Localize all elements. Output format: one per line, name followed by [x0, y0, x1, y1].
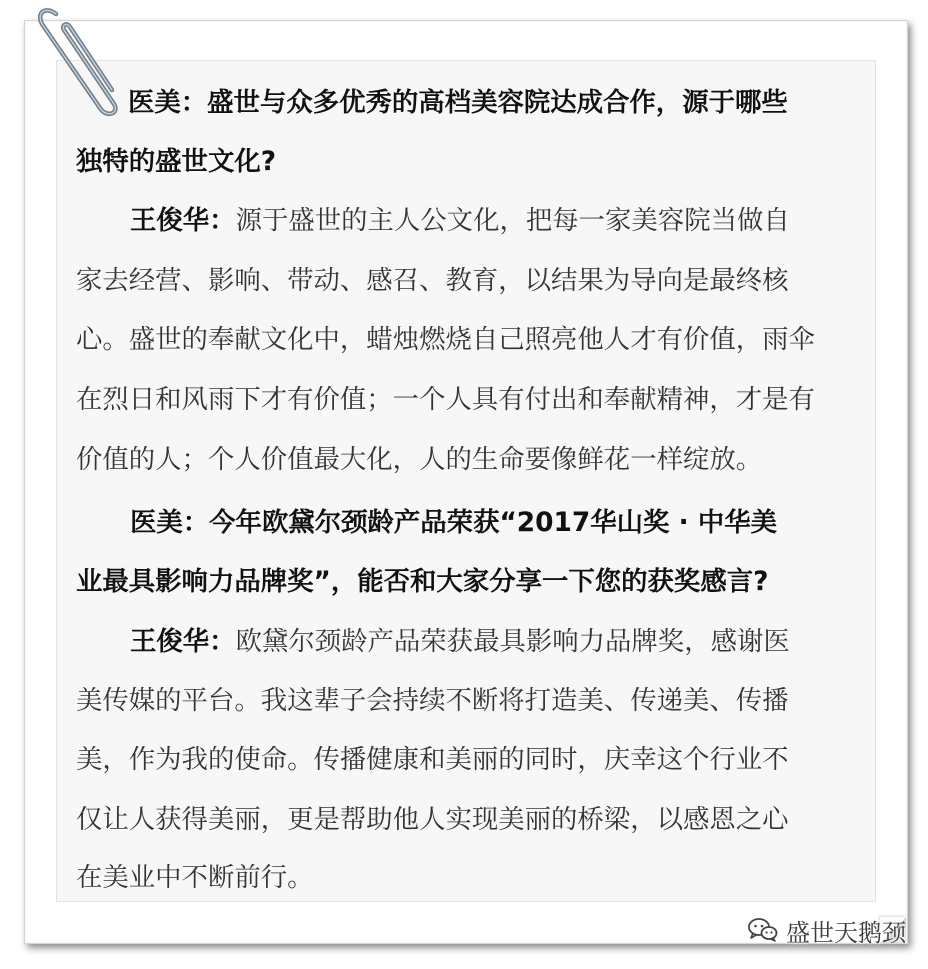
answer-1-line-2: 家去经营、影响、带动、感召、教育，以结果为导向是最终核: [76, 265, 789, 296]
question-1-line-2: 独特的盛世文化?: [76, 146, 277, 177]
answer-1-speaker: 王俊华：: [130, 205, 236, 236]
question-2-line-2: 业最具影响力品牌奖”，能否和大家分享一下您的获奖感言?: [76, 566, 769, 597]
wechat-icon: [748, 917, 778, 943]
answer-1-line-5: 价值的人；个人价值最大化，人的生命要像鲜花一样绽放。: [76, 444, 763, 475]
paperclip-outer-wire: [40, 10, 115, 113]
question-1-line-1: 医美：盛世与众多优秀的高档美容院达成合作，源于哪些: [128, 87, 788, 118]
answer-2-speaker: 王俊华：: [130, 626, 236, 657]
answer-1-line-4: 在烈日和风雨下才有价值；一个人具有付出和奉献精神，才是有: [76, 384, 815, 415]
answer-1-line-3: 心。盛世的奉献文化中，蜡烛燃烧自己照亮他人才有价值，雨伞: [76, 324, 815, 355]
watermark: [748, 910, 906, 950]
paperclip-graphic: [34, 0, 134, 130]
answer-2-line-2: 美传媒的平台。我这辈子会持续不断将打造美、传递美、传播: [76, 685, 789, 716]
answer-1-line-1: [130, 201, 790, 241]
answer-2-line-3: 美，作为我的使命。传播健康和美丽的同时，庆幸这个行业不: [76, 744, 789, 775]
paperclip-icon: [34, 0, 134, 130]
answer-2-line-5: 在美业中不断前行。: [76, 862, 314, 893]
answer-2-line-1: [130, 622, 790, 662]
paperclip-highlight: [40, 10, 115, 113]
answer-2-line-4: 仅让人获得美丽，更是帮助他人实现美丽的桥梁，以感恩之心: [76, 804, 789, 835]
answer-2-line-1-text: 欧黛尔颈龄产品荣获最具影响力品牌奖，感谢医: [235, 626, 790, 657]
question-2-line-1: 医美：今年欧黛尔颈龄产品荣获“2017华山奖 · 中华美: [130, 507, 778, 538]
watermark-text: 盛世天鹅颈: [786, 918, 906, 947]
answer-1-line-1-text: 源于盛世的主人公文化，把每一家美容院当做自: [235, 205, 790, 236]
